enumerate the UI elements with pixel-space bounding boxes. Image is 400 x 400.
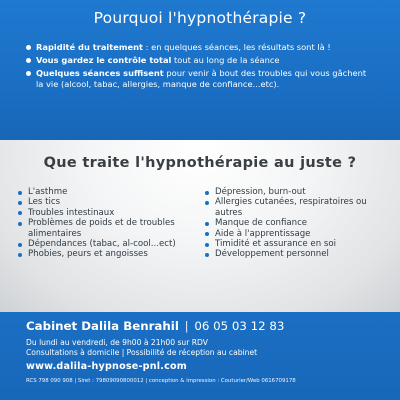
- contact-section: [0, 312, 400, 400]
- treatment-label: Aide à l'apprentissage: [215, 228, 311, 239]
- benefit-item: [26, 68, 376, 89]
- treatments-section: [0, 140, 400, 312]
- bullet-icon: [205, 201, 209, 205]
- treatments-title: Que traite l'hypnothérapie au juste ?: [43, 155, 357, 171]
- treatment-label: Problèmes de poids et de troubles alimentaires: [28, 218, 175, 239]
- header-section: [0, 0, 400, 140]
- bullet-icon: [18, 191, 22, 195]
- benefit-bold: Rapidité du traitement: [36, 42, 144, 52]
- page-title: Pourquoi l'hypnothérapie ?: [93, 9, 307, 27]
- treatment-label: Manque de confiance: [215, 218, 308, 229]
- treatment-item: [205, 239, 385, 249]
- website-link[interactable]: www.dalila-hypnose-pnl.com: [26, 361, 187, 372]
- bullet-icon: [205, 232, 209, 236]
- treatment-label: Les tics: [28, 197, 61, 208]
- bullet-icon: [18, 253, 22, 257]
- benefit-item: [26, 42, 376, 53]
- cabinet-heading: [26, 319, 386, 333]
- bullet-icon: [26, 45, 31, 50]
- treatment-label: Phobies, peurs et angoisses: [28, 249, 148, 260]
- treatment-label: L'asthme: [28, 187, 68, 197]
- treatment-label: Timidité et assurance en soi: [215, 239, 336, 250]
- opening-hours: Du lundi au vendredi, de 9h00 à 21h00 sur RDV: [26, 338, 208, 347]
- legal-mentions: RCS 798 090 908 | Siret : 79809090800012 | conception & impression : Couturier/Web 0616709178: [26, 378, 296, 384]
- treatment-item: [205, 187, 385, 197]
- phone-number[interactable]: 06 05 03 12 83: [194, 319, 285, 333]
- bullet-icon: [205, 243, 209, 247]
- benefit-bold: Quelques séances suffisent: [36, 68, 164, 79]
- bullet-icon: [26, 58, 31, 63]
- treatments-list-right: [205, 187, 385, 260]
- treatment-item: [18, 218, 186, 239]
- benefit-bold: Vous gardez le contrôle total: [36, 55, 172, 66]
- benefit-text: tout au long de la séance: [171, 55, 280, 66]
- benefit-item: [26, 55, 376, 66]
- treatment-item: [18, 239, 186, 249]
- treatment-item: [205, 249, 385, 259]
- treatment-label: Développement personnel: [215, 249, 329, 260]
- treatment-item: [205, 229, 385, 239]
- bullet-icon: [18, 243, 22, 247]
- bullet-icon: [205, 253, 209, 257]
- treatment-item: [18, 197, 186, 207]
- benefit-text: pour venir à bout des troubles qui vous gâchent la vie (alcool, tabac, allergies, manque de confiance...etc).: [36, 68, 367, 89]
- bullet-icon: [18, 201, 22, 205]
- bullet-icon: [18, 222, 22, 226]
- separator: |: [184, 319, 189, 333]
- bullet-icon: [26, 71, 31, 76]
- bullet-icon: [205, 222, 209, 226]
- treatments-list-left: [18, 187, 186, 260]
- treatment-item: [205, 197, 385, 218]
- benefits-list: [26, 42, 376, 92]
- treatment-item: [18, 187, 186, 197]
- treatment-label: Dépendances (tabac, al-cool...ect): [28, 239, 176, 250]
- treatment-item: [205, 218, 385, 228]
- bullet-icon: [205, 191, 209, 195]
- consultation-info: Consultations à domicile | Possibilité de réception au cabinet: [26, 348, 258, 357]
- cabinet-name: Cabinet Dalila Benrahil: [26, 319, 179, 333]
- treatment-label: Allergies cutanées, respiratoires ou autres: [215, 197, 367, 218]
- treatment-item: [18, 208, 186, 218]
- treatment-label: Dépression, burn-out: [215, 187, 306, 197]
- bullet-icon: [18, 211, 22, 215]
- treatment-item: [18, 249, 186, 259]
- treatment-label: Troubles intestinaux: [28, 207, 115, 218]
- benefit-text: : en quelques séances, les résultats sont là !: [143, 42, 331, 52]
